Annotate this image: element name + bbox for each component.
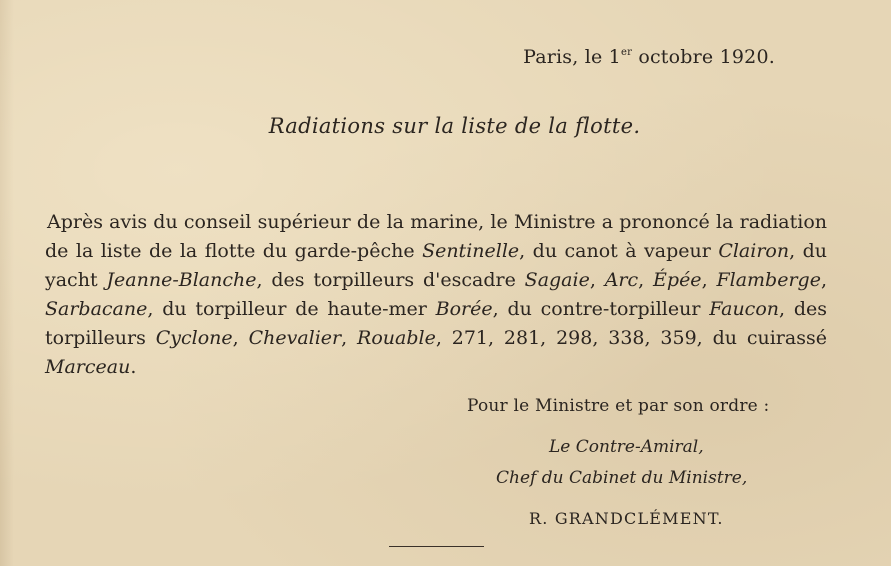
signature-authority-line: Pour le Ministre et par son ordre : xyxy=(467,396,770,416)
vessel-name: Borée xyxy=(435,298,493,320)
body-text-segment: , xyxy=(701,269,717,291)
date-line xyxy=(523,46,775,68)
body-text-segment: , du contre-torpilleur xyxy=(492,298,710,320)
vessel-name: Chevalier xyxy=(248,327,342,349)
vessel-name: Clairon xyxy=(718,240,790,262)
vessel-name: Cyclone xyxy=(155,327,233,349)
body-text-segment: , xyxy=(341,327,358,349)
vessel-name: Rouable xyxy=(357,327,436,349)
date-suffix: octobre 1920. xyxy=(632,46,775,68)
closing-rule-divider xyxy=(389,546,484,547)
body-text-segment: , xyxy=(638,269,654,291)
body-text-segment: , du yacht xyxy=(45,240,827,291)
body-text-segment: , xyxy=(589,269,605,291)
body-text-segment: , 271, 281, 298, 338, 359, du cuirassé xyxy=(435,327,827,349)
vessel-name: Jeanne-Blanche xyxy=(106,269,257,291)
signature-office: Chef du Cabinet du Ministre, xyxy=(496,468,748,488)
vessel-name: Sagaie xyxy=(524,269,590,291)
signature-name: R. GRANDCLÉMENT. xyxy=(529,509,724,528)
body-text-segment: , xyxy=(232,327,249,349)
body-text-segment: Après avis du conseil supérieur de la marine, le Ministre a prononcé la radiation de la liste de la flotte du garde-pêche xyxy=(45,211,827,262)
document-title: Radiations sur la liste de la flotte. xyxy=(268,114,641,138)
vessel-name: Arc xyxy=(604,269,639,291)
vessel-name: Sentinelle xyxy=(422,240,520,262)
body-text-segment: , des torpilleurs xyxy=(45,298,827,349)
vessel-name: Flamberge xyxy=(716,269,821,291)
body-text-segment: , du torpilleur de haute-mer xyxy=(147,298,436,320)
body-paragraph xyxy=(45,208,827,382)
vessel-name: Sarbacane xyxy=(45,298,148,320)
body-text-segment: , xyxy=(820,269,827,291)
vessel-name: Marceau xyxy=(45,356,131,378)
body-text-segment: . xyxy=(130,356,137,378)
signature-rank: Le Contre-Amiral, xyxy=(549,437,704,457)
body-text-segment: , du canot à vapeur xyxy=(519,240,719,262)
body-text-segment: , des torpilleurs d'escadre xyxy=(256,269,525,291)
date-prefix: Paris, le 1 xyxy=(523,46,621,68)
vessel-name: Épée xyxy=(653,269,702,291)
vessel-name: Faucon xyxy=(709,298,779,320)
date-superscript: er xyxy=(620,47,633,58)
